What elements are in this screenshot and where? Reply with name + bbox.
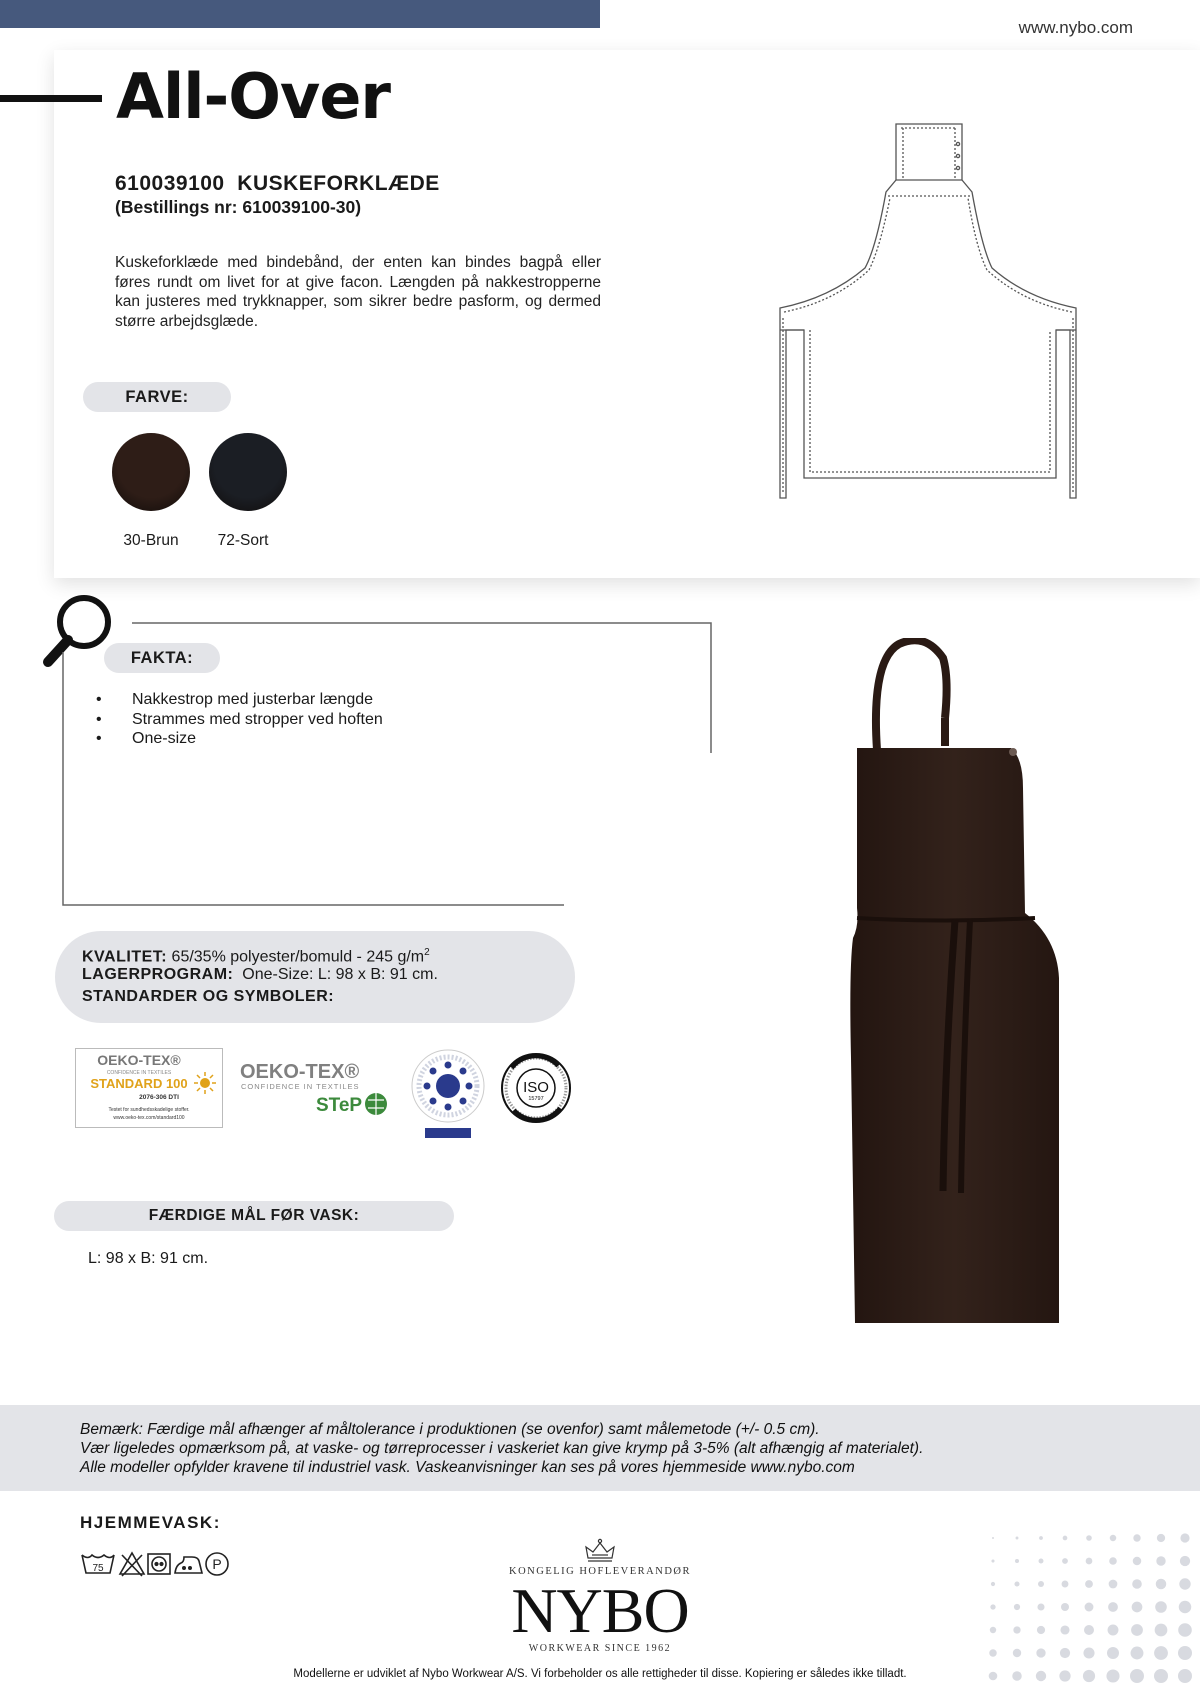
list-item: • One-size	[96, 729, 383, 749]
nybo-logo	[490, 1538, 710, 1654]
care-symbols	[80, 1549, 250, 1579]
quality-box	[55, 931, 575, 1023]
nybo-wordmark: NYBO	[511, 1575, 689, 1646]
facts-list	[96, 690, 383, 749]
sun-icon	[194, 1072, 216, 1094]
home-wash-label: HJEMMEVASK:	[80, 1513, 221, 1532]
oeko-tex-standard-100-certificate	[75, 1048, 223, 1128]
quality-unit-sup: 2	[424, 947, 430, 958]
standards-label: STANDARDER OG SYMBOLER:	[82, 988, 335, 1005]
wash-75-icon	[82, 1555, 114, 1574]
facts-section-label	[104, 643, 220, 673]
product-description: Kuskeforklæde med bindebånd, der enten kan bindes bagpå eller føres rundt om livet for at give facon. Længden på nakkestropperne kan justeres med trykknapper, som sikrer bedre pasform, og dermed større arbejdsglæde.	[115, 254, 601, 330]
oeko-standard-tested: Testet for sundhedsskadelige stoffer.	[108, 1107, 190, 1113]
series-title: All-Over	[116, 60, 390, 133]
note-band	[0, 1405, 1200, 1491]
oeko-standard-code: 2076-306 DTI	[139, 1094, 179, 1101]
apron-product-image	[845, 638, 1067, 1328]
measurements-label: FÆRDIGE MÅL FØR VASK:	[148, 1207, 360, 1224]
stock-line	[82, 966, 438, 984]
quality-line	[82, 947, 430, 966]
iso-name: ISO	[523, 1079, 549, 1096]
oeko-step-brand: OEKO-TEX®	[240, 1061, 360, 1083]
note-line-1: Bemærk: Færdige mål afhænger af måltolerance i produktionen (se ovenfor) samt målemetode (+/- 0.5 cm).	[80, 1421, 820, 1438]
crown-icon	[583, 1538, 617, 1564]
apron-technical-drawing	[770, 118, 1090, 500]
stock-value: One-Size: L: 98 x B: 91 cm.	[233, 966, 438, 983]
quality-value: 65/35% polyester/bomuld - 245 g/m	[167, 948, 425, 966]
title-accent-line	[0, 95, 102, 102]
oeko-standard-brand: OEKO-TEX®	[97, 1052, 181, 1068]
top-accent-bar	[0, 0, 600, 28]
wash-temp: 75	[92, 1563, 104, 1574]
oeko-tex-step-certificate	[238, 1056, 390, 1116]
iron-icon	[175, 1557, 202, 1573]
measurements-value: L: 98 x B: 91 cm.	[88, 1250, 209, 1267]
measurements-section-label	[54, 1201, 454, 1231]
globe-icon	[365, 1093, 387, 1115]
color-swatch-label-black: 72-Sort	[217, 532, 269, 549]
no-bleach-icon	[120, 1553, 144, 1576]
since-text: WORKWEAR SINCE 1962	[528, 1643, 672, 1654]
facts-label: FAKTA:	[130, 648, 194, 667]
royal-supplier-text: KONGELIG HOFLEVERANDØR	[508, 1566, 692, 1577]
color-swatch-label-brown: 30-Brun	[123, 532, 179, 549]
website-url[interactable]: www.nybo.com	[1018, 18, 1133, 37]
social-accountability-seal	[408, 1048, 488, 1140]
oeko-standard-name: STANDARD 100	[90, 1076, 188, 1091]
oeko-standard-url: www.oeko-tex.com/standard100	[113, 1115, 185, 1121]
oeko-step-sub: CONFIDENCE IN TEXTILES	[241, 1082, 360, 1091]
oeko-standard-sub: CONFIDENCE IN TEXTILES	[106, 1070, 172, 1076]
tumble-dry-icon	[148, 1554, 170, 1574]
standards-line	[82, 988, 334, 1006]
note-line-2: Vær ligeledes opmærksom på, at vaske- og tørreprocesser i vaskeriet kan give krymp på 3-5% (alt afhængig af materialet).	[80, 1440, 924, 1457]
svg-text:P: P	[212, 1556, 222, 1572]
product-heading: 610039100 KUSKEFORKLÆDE	[115, 172, 440, 195]
color-section-label	[83, 382, 231, 412]
color-swatch-brown[interactable]	[112, 433, 190, 511]
list-item: • Strammes med stropper ved hoften	[96, 710, 383, 730]
copyright-notice: Modellerne er udviklet af Nybo Workwear A/S. Vi forbeholder os alle rettigheder til disse. Kopiering er således ikke tilladt.	[293, 1668, 907, 1680]
stock-label: LAGERPROGRAM:	[82, 966, 234, 983]
quality-label: KVALITET:	[82, 948, 168, 966]
iso-15797-seal	[500, 1052, 572, 1124]
order-number: (Bestillings nr: 610039100-30)	[115, 197, 362, 217]
list-item: • Nakkestrop med justerbar længde	[96, 690, 383, 710]
decorative-dot-pattern	[985, 1530, 1200, 1690]
color-swatch-black[interactable]	[209, 433, 287, 511]
iso-number: 15797	[528, 1096, 544, 1102]
note-line-3: Alle modeller opfylder kravene til industriel vask. Vaskeanvisninger kan ses på vores hjemmeside www.nybo.com	[80, 1459, 855, 1476]
dry-clean-p-icon	[206, 1553, 228, 1575]
oeko-step-name: STeP	[316, 1095, 363, 1116]
color-label: FARVE:	[125, 387, 189, 406]
